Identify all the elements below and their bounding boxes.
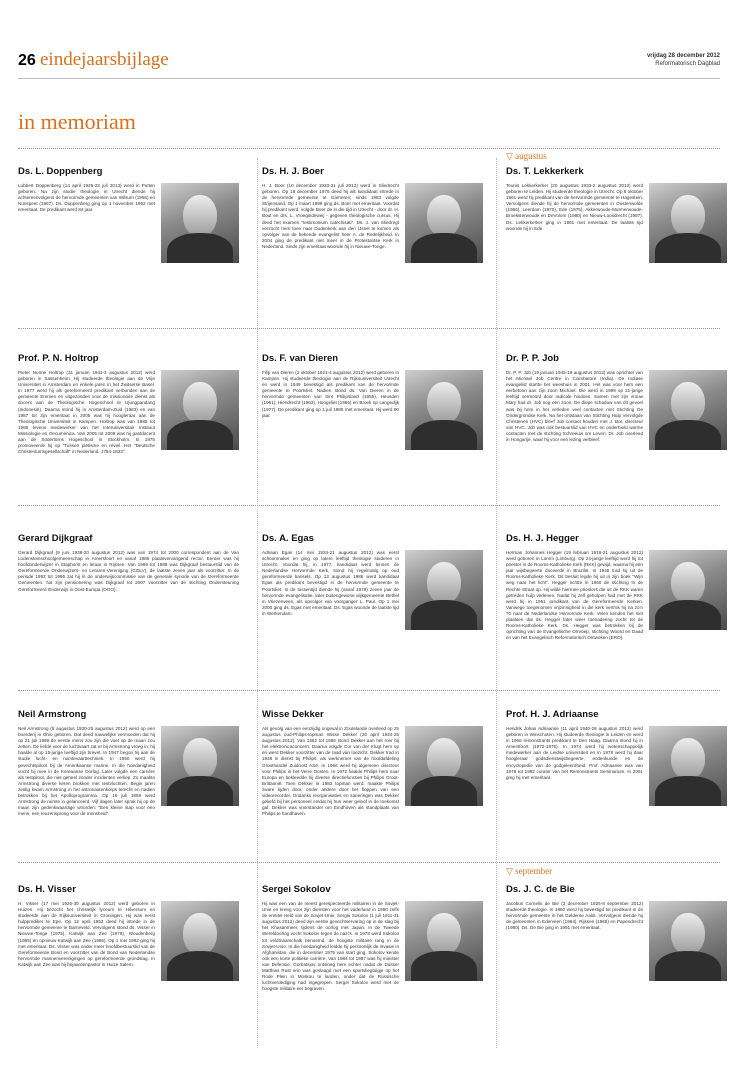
- obituary-text: Neil Armstrong (5 augustus 1930-25 augustus 2012) werd op een boerderij in Ohio geboren. Dat deed nauwelijks vermoeden dat hij op 21 juli 1969 de eerste mens zou zijn die voet op de maan zou zetten. De liefde voor de luchtvaart zat er bij Armstrong vroeg in; hij haalde al op 15-jarige leeftijd zijn brevet. In 1947 begon hij aan de studie lucht- en ruimtevaarttechniek. In 1950 werd hij gevechtspiloot bij de Amerikaanse marine. In die hoedanigheid vocht hij mee in de Koreaanse Oorlog. Later volgde een carrière als testpiloot, die niet geheel zonder incidenten verliep. Zo maakte Armstrong diverse keren brokken met testvluchten. Begin jaren zestig kwam Armstrong in het astronautenkorps terecht en nadien betrokken bij het Apolloprogramma. Op 16 juli 1969 werd Armstrong de ruimte in gelanceerd. Vijf dagen later sprak hij op de maan zijn gedenkwaardige woorden: "Een kleine stap voor een mens, een reuzensprong voor de mensheid".: [18, 726, 155, 817]
- header-rule: [18, 78, 720, 79]
- obituary-name: Dr. P. P. Job: [506, 353, 559, 364]
- issue-date: vrijdag 28 december 2012: [646, 53, 720, 59]
- obituary-entry: [506, 709, 727, 889]
- obituary-name: Ds. J. C. de Bie: [506, 884, 575, 895]
- obituary-entry: [262, 533, 483, 713]
- section-title: eindejaarsbijlage: [40, 49, 169, 70]
- obituary-name: Ds. F. van Dieren: [262, 353, 339, 364]
- obituary-name: Sergei Sokolov: [262, 884, 331, 895]
- column-divider: [496, 158, 497, 1048]
- obituary-name: Ds. T. Lekkerkerk: [506, 166, 584, 177]
- portrait-photo: [161, 370, 239, 450]
- obituary-entry: [262, 884, 483, 1064]
- obituary-name: Gerard Dijkgraaf: [18, 533, 93, 544]
- page-title: in memoriam: [18, 109, 136, 134]
- obituary-text: H. J. Boer (10 december 1933-31 juli 2012) werd in Sliedrecht geboren. Op 18 december 1976 deed hij als kandidaat intrede in de hervormde gemeente te Garneren; sinds 1983 volgde Strijensand. Op 1 maart 1999 ging ds. Boer met emeritaat. Voordat hij predikant werd, volgde Boer de in die tijd in Utrecht - door dr. H. Bout en drs. L. Vroegindeweij - gegeven theologische cursus. Hij deed het examen "testimonium catechisati". Ds. J. van Sliedregt verzocht hem toen naar Dudenkerk aan den IJssel te komen als opvolger van de bekende evangelist heer A. de Redelijkheid. In 2004 ging de predikant niet meer in de Protestantse Kerk in Nederland. Sinds zijn emeritaat woonde hij in Nieuwe-Tonge.: [262, 183, 399, 249]
- obituary-entry: [262, 709, 483, 889]
- portrait-photo: [161, 726, 239, 806]
- obituary-text: Als gevolg van een eenzijdig ongeval in Zoutelande overleed op 25 augustus oud-Philips-topman Wisse Dekker (26 april 1924-25 augustus 2012). Van 1982 tot 1986 stond Dekker aan het roer bij het elektronicaconcern. Daarna volgde Cor van der Klugt hem op en werd Dekker voorzitter van de raad van toezicht. Dekker trad in 1948 in dienst bij Philips, als werknemer van de hoofdafdeling Groothandel Zuidoost Azië. In 1966 werd hij algemeen directeur voor Philips in het Verre Oosten. In 1972 haalde Philips hem naar Europa en bekleedde hij diverse directiefuncties bij Philips Groot-Brittannië. Toen Dekker in 1982 topman werd, maakte Philips zware tijden door, onder andere door het floppen van een videorecorder. Ondanks reorganisaties en saneringen was Dekker geliefd bij het personeel omdat hij hun weer geloof in de toekomst gaf. Dekker was voorstander om Eindhoven als standplaats van Philips te handhaven.: [262, 726, 399, 817]
- obituary-text: Jacobus Cornelis de Bie (3 december 1925-8 september 2012) studeerde theologie. In 1960 werd hij bevestigd tot predikant in de hervormde gemeente in het Gelderse Aalst. Vervolgens diende hij de gemeenten in Ederveen (1964), Rijssen (1968) en Papendrecht (1980). Ds. De Bie ging in 1991 met emeritaat.: [506, 901, 643, 931]
- obituary-text: Herman Johannes Hegger (19 februari 1916-21 augustus 2012) werd geboren in Lomm (Limburg). Op 24-jarige leeftijd werd hij tot priester in de Rooms-Katholieke Kerk (RKK) gewijd, waarna hij een jaar wijsbegeerte doceerde in Brazilië. In 1948 trad hij uit de Rooms-Katholieke Kerk. Dit besluit legde hij uit in zijn boek "Wijn weg naar het licht". Hegger richtte in 1960 de stichting In de Rechte Straat op. Hij wilde hiermee priesters die uit de RKK waren getreden hulp verlenen. Nadat hij zelf geholpen had met de RKK werd hij in 1951 predikant van de Gereformeerde Kerken. Vanwege toegenomen vrijzinnigheid in die kerk vertrok hij na zo'n 70 naar de Nederlandse Hervormde Kerk. Velen kenden het niet plaatsen dat ds. Hegger later weer toenadering zocht tot de Rooms-Katholieke Kerk. Ds. Hegger was betrokken bij de oprichting van de Evangelische Omroep, stichting Woord en Daad en van het Evangelisch Reformatorisch Ontwoken (ERO).: [506, 550, 643, 641]
- portrait-photo: [405, 726, 483, 806]
- portrait-photo: [161, 183, 239, 263]
- obituary-name: Ds. A. Egas: [262, 533, 314, 544]
- page-header: [18, 49, 720, 76]
- portrait-photo: [405, 901, 483, 981]
- obituary-name: Ds. H. J. Boer: [262, 166, 324, 177]
- obituary-entry: [18, 353, 239, 533]
- portrait-photo: [405, 550, 483, 630]
- portrait-photo: [649, 550, 727, 630]
- portrait-photo: [649, 726, 727, 806]
- obituary-name: Wisse Dekker: [262, 709, 324, 720]
- month-label-text: augustus: [515, 151, 547, 161]
- month-label-text: september: [515, 866, 553, 876]
- portrait-photo: [405, 183, 483, 263]
- portrait-photo: [649, 183, 727, 263]
- month-label-september: ▽ september: [506, 866, 553, 876]
- month-label-august: ▽ augustus: [506, 151, 547, 161]
- obituary-name: Ds. H. J. Hegger: [506, 533, 579, 544]
- obituary-entry: [18, 884, 239, 1064]
- portrait-photo: [649, 370, 727, 450]
- title-rule: [18, 148, 720, 149]
- obituary-entry: [18, 533, 239, 713]
- obituary-name: Prof. P. N. Holtrop: [18, 353, 99, 364]
- obituary-entry: [506, 353, 727, 533]
- obituary-text: Gerard Dijkgraaf (9 juni 1938-20 augustus 2012) was van 1974 tot 2000 correspondent aan de Van Lodensteinschoolgemeenschap in Amersfoort en vanaf 1986 plaatsvervangend rector. Eerder was hij hoofdonderwijzer in Staphorst en leraar in Rijssen. Van 1969 tot 1988 was Dijkgraaf bestuurslid van de Gereformeerde Onderwijzers- en Leraren-Vereniging (GOLV), de laatste zeven jaar als voorzitter. In de periode 1992 tot 1996 zat hij in de onderwijscommissie van de generale synode van de Gereformeerde Gemeenten. Na zijn pensionering was Dijkgraaf tot 2007 voorzitter van de stichting Ondersteuning Gereformeerd Onderwijs in Oost-Europa (OGO).: [18, 550, 239, 592]
- column-divider: [257, 158, 258, 1048]
- obituary-entry: [18, 709, 239, 889]
- obituary-text: Dr. P. P. Job (19 januari 1945-19 augustus 2012) was oprichter van het Michael Job Centre in Coimbatore (India). De Indiase evangelist startte het weeshuis in 2001. Het was voor hem een eerbetoon aan zijn zoon Michael. Die werd in 1999 op 21-jarige leeftijd vermoord door radicale hindoes. Samen met zijn vrouw Mary had dr. Job nog een zoon. De diepe schaduw van dit gevoel was bij hem in het verleden veel contacten met Stichting De Ondergrondse Kerk. Na het ontstaan van Stichting Hulp Vervolgde Christenen (HVC) bleef Job contact houden met J. Bor, directeur van HVC. Job was ook bestuurslid van HVC en onderhield warme contacten met de stichting Schreeuw om Leven. Dr. Job overleed in Hongarije, waar hij voor een lezing verbleef.: [506, 370, 643, 443]
- obituary-text: Pieter Nonne Holtrop (31 januari 1943-3 augustus 2012) werd geboren in Sassenheim. Hij studeerde theologie aan de Vrije Universiteit in Amsterdam en enkele jaren in het Zwitserse Basel. In 1977 werd hij als gereformeerd predikant verbonden aan de gemeente Emmen en uitgezonden voor de missionaire dienst als docent aan de Theologische Hogeschool te Ujungpandang (Indonesië). Daarna stond hij in Amsterdam-Zuid (1983) en van 1987 tot zijn emeritaat in 2005 was hij hoogleraar aan de Theologische Universiteit in Kampen. Holtrop was van 1985 tot 1988 tevens medewerker van het Interuniversitair Instituut Missiologie en Oecumenica. Van 2005 tot 2009 was hij gastdocent aan de Södertörns Hogeschool in Stockholm. In 1975 promoveerde hij op "Tussen piëtisme en réveil. Het "Deutsche Christentumsgesellschaft" in Nederland, 1784-1833".: [18, 370, 155, 455]
- dateline: [647, 52, 720, 68]
- obituary-text: Hij was een van de meest gerespecteerde militairen in de Sovjet-Unie en kreeg voor zijn diensten voor het vaderland in 1980 zelfs de eretitel Held van de Sovjet-Unie. Sergei Sokolov (1 juli 1911-31 augustus 2012) deed zijn eerste gevechtservaring op in de slag bij het Khasanmeer, tijdens de oorlog met Japan. In de Tweede Wereldoorlog vocht Sokolov tegen de nazi's. In 1978 werd Sokolov tot veldmaarschalk benoemd, de hoogste militaire rang in de Sovjet-Unie. In die hoedanigheid leidde hij persoonlijk de invasie in Afghanistan, die in december 1979 van start ging. Sokolov kende ook een korte politieke carrière. Van 1984 tot 1987 was hij minister van Defensie. Gorbatsjov ontsloeg hem echter nadat de Duitser Matthias Rust erin was geslaagd met een sportvliegtuigje op het Rode Plein in Moskou te landen, onder dat de Russische luchtverdediging had ingegrepen. Sergei Sokolov werd met de hoogste militaire eer begraven.: [262, 901, 399, 992]
- obituary-entry: [506, 166, 727, 346]
- obituary-text: Filip van Dieren (2 oktober 1921-4 augustus 2012) werd geboren in Kampen. Hij studeerde theologie aan de Rijksuniversiteit Utrecht en werd in 1949 bevestigd als predikant van de hervormde gemeente te Poortvliet. Nadien stond ds. Van Dieren in de hervormde gemeenten van Sint Philipsland (1955), Heusden (1961), Hiendrecht (1963), Hoogvliet (1966) en Broek op Langedijk (1977). De predikant ging op 1 juli 1985 met emeritaat. Hij werd 90 jaar.: [262, 370, 399, 418]
- obituary-entry: [506, 533, 727, 713]
- obituary-text: Lubbert Doppenberg (14 april 1929-23 juli 2013) werd in Putten geboren. Na zijn studie theologie in Utrecht diende hij achtereenvolgens de hervormde gemeenten van Wilsum (1956) en Nunspeet (1967). Ds. Doppenberg ging op 1 november 1992 met emeritaat. De predikant werd 84 jaar.: [18, 183, 155, 213]
- portrait-photo: [405, 370, 483, 450]
- portrait-photo: [161, 901, 239, 981]
- obituary-text: Teunis Lekkerkerker (20 augustus 1933-2 augustus 2012) werd geboren te Leiden. Hij studeerde theologie in Utrecht. Op 8 oktober 1961 werd hij predikant van de hervormde gemeente te Hagestein. Vervolgens diende hij de hervormde gemeenten in Oostenwolde (1966), Leerdam (1970), Ede (1975), Akkerwoude-Murmerwoude-Broeksterwoude en DeVolom (1980) en Nieuw-Loosdrecht (1987). Ds. Lekkerkerker ging in 1991 met emeritaat. De laatste tijd woonde hij in Ede.: [506, 183, 643, 231]
- obituary-entry: [18, 166, 239, 346]
- portrait-photo: [649, 901, 727, 981]
- obituary-name: Ds. H. Visser: [18, 884, 76, 895]
- obituary-text: H. Visser (17 mei 1926-30 augustus 2012) werd geboren in Huizen. Hij bezocht het christelijk lyceum te Hilversum en studeerde aan de Rijksuniversiteit in Groningen. Hij was eerst hulpprediker te Epe. Op 12 april 1953 deed hij intrede in de hervormde gemeente te Barneveld. Vervolgens stond ds. Visser in Nieuwe-Tonge (1975), Katwijk aan Zee (1979), Woudenberg (1985) en opnieuw Katwijk aan Zee (1986). Op 1 mei 1992 ging hij met emeritaat. Ds. Visser was onder meer hoofdbestuurslid van de Gereformeerde Bond en voorzitter van de Bond van Nederlandse hervormde mannenverenigingen op gereformeerde grondslag. In Katwijk aan Zee was hij bejaardenpastor in Huize Salem.: [18, 901, 155, 967]
- obituary-text: Adriaan Egas (14 mei 1934-21 augustus 2012) was eerst schoonmaker en ging op latere leeftijd theologie studeren in Utrecht. Voordat hij, in 1977, kandidaat werd binnen de Nederlandse Hervormde Kerk, stond hij regelmatig op oud gereformeerde kansels. Op 13 augustus 1986 werd kandidaat Egas als predikant bevestigd in de hervormde gemeente te Poortvliet. In de tussentijd diende hij (vanaf 1979) zeven jaar de hervormde evangelisatie, later buitengewone wijkgemeente Bethel in Vriezenveen, als opvolger van voorganger L. Paul. Op 1 mei 2000 ging ds. Egas met emeritaat. Ds. Egas woonde de laatste tijd in Werkendam.: [262, 550, 399, 616]
- obituary-text: Hendrik Johan Adriaanse (11 april 1940-28 augustus 2012) werd geboren in Winschoten. Hij studeerde theologie in Leiden en werd in 1966 remonstrants predikant te Den Haag. Daarna stond hij in Amersfoort (1972-1976). In 1974 werd hij wetenschappelijk medewerker aan de Leidse universiteit en in 1978 werd hij daar hoogleraar godsdienstwijsbegeerte, ecdenkunde en de encyclopedie van de godgeleerdheid. Prof. Adriaanse was van 1978 tot 1992 curator van het Remonstrants Seminarium. In 2001 ging hij met emeritaat.: [506, 726, 643, 780]
- obituary-entry: [262, 166, 483, 346]
- page-number: 26: [18, 52, 36, 69]
- obituary-entry: [506, 884, 727, 1064]
- obituary-name: Ds. L. Doppenberg: [18, 166, 103, 177]
- obituary-name: Prof. H. J. Adriaanse: [506, 709, 599, 720]
- paper-name: Reformatorisch Dagblad: [655, 61, 720, 67]
- obituary-name: Neil Armstrong: [18, 709, 87, 720]
- obituary-entry: [262, 353, 483, 533]
